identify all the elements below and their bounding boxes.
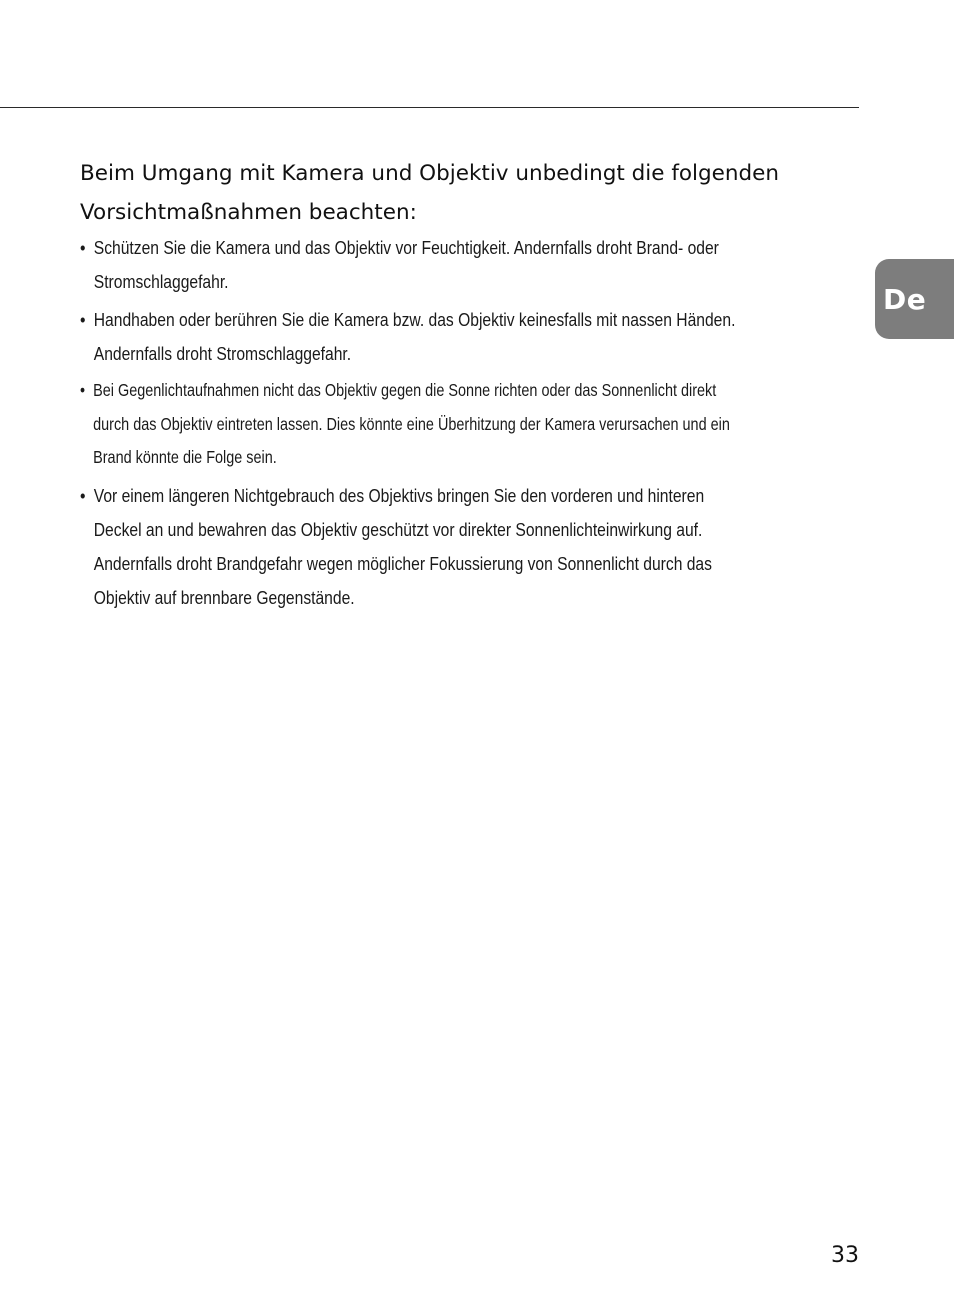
list-item-line: Andernfalls droht Stromschlaggefahr. <box>93 344 352 364</box>
list-item-line: Bei Gegenlichtaufnahmen nicht das Objektiv gegen die Sonne richten oder das Sonnenlicht direkt <box>93 380 717 400</box>
list-item <box>80 479 868 615</box>
list-item-line: Handhaben oder berühren Sie die Kamera bzw. das Objektiv keinesfalls mit nassen Händen. <box>93 310 736 330</box>
bullet-icon: • <box>80 238 86 258</box>
list-item-line: Brand könnte die Folge sein. <box>93 447 277 467</box>
bullet-icon: • <box>80 380 86 400</box>
list-item-line: Stromschlaggefahr. <box>93 272 229 292</box>
list-item-line: Objektiv auf brennbare Gegenstände. <box>93 588 355 608</box>
section-heading-line-1: Beim Umgang mit Kamera und Objektiv unbedingt die folgenden <box>80 161 780 186</box>
list-item-line: Vor einem längeren Nichtgebrauch des Objektivs bringen Sie den vorderen und hinteren <box>93 486 705 506</box>
list-item <box>80 231 868 299</box>
bullet-icon: • <box>80 310 86 330</box>
list-item <box>80 374 868 475</box>
section-heading <box>80 154 870 232</box>
page-number: 33 <box>831 1243 859 1268</box>
list-item <box>80 303 868 371</box>
list-item-line: Schützen Sie die Kamera und das Objektiv vor Feuchtigkeit. Andernfalls droht Brand- oder <box>93 238 719 258</box>
section-heading-line-2: Vorsichtmaßnahmen beachten: <box>80 200 417 225</box>
list-item-line: Deckel an und bewahren das Objektiv geschützt vor direkter Sonnenlichteinwirkung auf. <box>93 520 703 540</box>
language-tab <box>875 259 954 339</box>
list-item-line: durch das Objektiv eintreten lassen. Dies könnte eine Überhitzung der Kamera verursachen und ein <box>93 413 730 434</box>
list-item-line: Andernfalls droht Brandgefahr wegen möglicher Fokussierung von Sonnenlicht durch das <box>93 554 712 574</box>
bullet-icon: • <box>80 486 86 506</box>
header-rule <box>0 107 859 108</box>
language-tab-label: De <box>883 282 927 316</box>
